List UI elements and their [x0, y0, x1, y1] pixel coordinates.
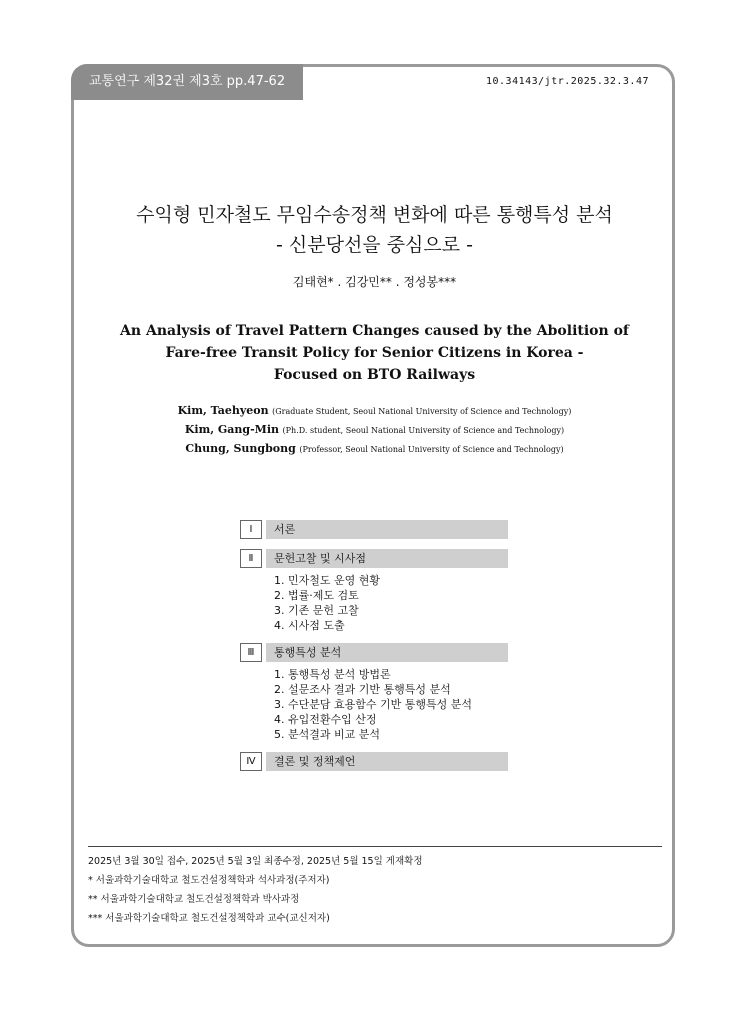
toc-subsection[interactable]: 4. 시사점 도출 — [274, 619, 345, 632]
page-frame — [71, 64, 675, 947]
english-title-line: Fare-free Transit Policy for Senior Citizens in Korea - — [165, 345, 584, 361]
author-affiliation: (Graduate Student, Seoul National University of Science and Technology) — [272, 407, 572, 416]
toc-subsection[interactable]: 5. 분석결과 비교 분석 — [274, 728, 380, 741]
toc-section — [240, 520, 508, 539]
toc-section-number: Ⅱ — [240, 549, 262, 568]
toc-section-title[interactable]: 서론 — [266, 520, 508, 539]
author-name: Kim, Gang-Min — [184, 423, 280, 436]
toc-subsection[interactable]: 3. 수단분담 효용함수 기반 통행특성 분석 — [274, 698, 472, 711]
toc-subsection[interactable]: 1. 민자철도 운영 현황 — [274, 574, 380, 587]
toc-section-title[interactable]: 통행특성 분석 — [266, 643, 508, 662]
toc-section — [240, 643, 508, 742]
english-title-line: Focused on BTO Railways — [273, 367, 476, 383]
english-title — [0, 320, 749, 386]
toc-subsection[interactable]: 3. 기존 문헌 고찰 — [274, 604, 359, 617]
author-row — [0, 421, 749, 440]
english-authors — [0, 402, 749, 459]
korean-authors: 김태현* . 김강민** . 정성봉*** — [292, 275, 457, 289]
toc-subsection[interactable]: 2. 설문조사 결과 기반 통행특성 분석 — [274, 683, 451, 696]
journal-citation: 교통연구 제32권 제3호 pp.47-62 — [71, 64, 303, 100]
toc-section — [240, 752, 508, 771]
korean-subtitle: - 신분당선을 중심으로 - — [275, 234, 474, 256]
footer-divider — [88, 846, 662, 847]
toc-subsection[interactable]: 4. 유입전환수입 산정 — [274, 713, 377, 726]
toc-section-number: Ⅰ — [240, 520, 262, 539]
footnote: *** 서울과학기술대학교 철도건설정책학과 교수(교신저자) — [88, 913, 330, 924]
toc-section-title[interactable]: 결론 및 정책제언 — [266, 752, 508, 771]
toc-section-number: Ⅲ — [240, 643, 262, 662]
toc-section — [240, 549, 508, 633]
doi: 10.34143/jtr.2025.32.3.47 — [485, 76, 649, 87]
toc-section-number: Ⅳ — [240, 752, 262, 771]
toc-subsection[interactable]: 1. 통행특성 분석 방법론 — [274, 668, 391, 681]
author-row — [0, 402, 749, 421]
submission-dates: 2025년 3월 30일 접수, 2025년 5월 3일 최종수정, 2025년 5월 15일 게재확정 — [88, 856, 423, 867]
footnotes — [88, 852, 423, 928]
footnote: ** 서울과학기술대학교 철도건설정책학과 박사과정 — [88, 894, 300, 905]
footnote: * 서울과학기술대학교 철도건설정책학과 석사과정(주저자) — [88, 875, 330, 886]
author-name: Chung, Sungbong — [185, 442, 296, 455]
toc-subsection-list — [240, 667, 508, 742]
toc-subsection[interactable]: 2. 법률·제도 검토 — [274, 589, 359, 602]
author-affiliation: (Ph.D. student, Seoul National University of Science and Technology) — [282, 426, 565, 435]
toc-section-title[interactable]: 문헌고찰 및 시사점 — [266, 549, 508, 568]
english-title-line: An Analysis of Travel Pattern Changes caused by the Abolition of — [120, 323, 629, 339]
author-row — [0, 440, 749, 459]
author-affiliation: (Professor, Seoul National University of Science and Technology) — [299, 445, 564, 454]
toc-subsection-list — [240, 573, 508, 633]
author-name: Kim, Taehyeon — [177, 404, 269, 417]
korean-title: 수익형 민자철도 무임수송정책 변화에 따른 통행특성 분석 — [136, 204, 613, 226]
table-of-contents — [240, 520, 508, 781]
